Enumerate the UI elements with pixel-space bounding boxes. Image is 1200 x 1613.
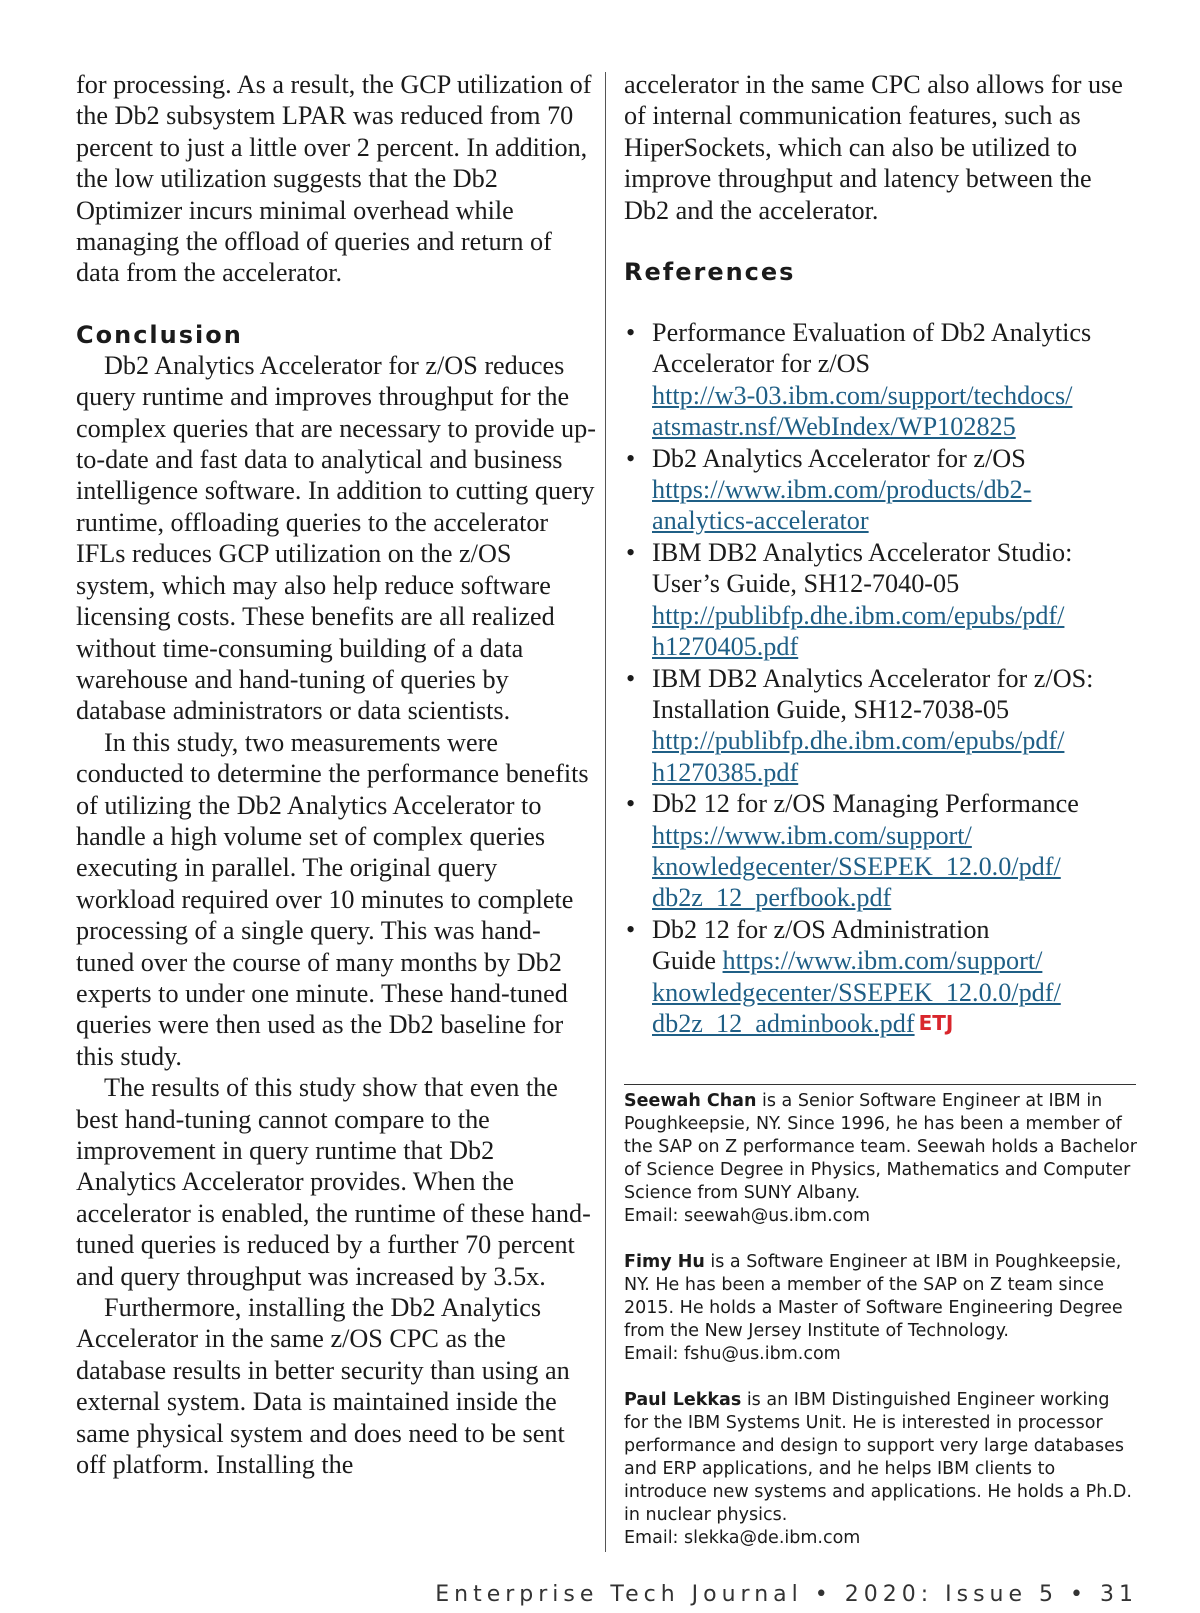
reference-title: IBM DB2 Analytics Accelerator for z/OS: Installation Guide, SH12-7038-05 (652, 663, 1094, 724)
conclusion-paragraph-4: Furthermore, installing the Db2 Analytics Accelerator in the same z/OS CPC as the database results in better security than using an external system. Data is maintained inside the same physical system and does need to be sent off platform. Installing the (76, 1293, 570, 1480)
reference-item (624, 537, 1134, 663)
intro-paragraph: for processing. As a result, the GCP utilization of the Db2 subsystem LPAR was reduced from 70 percent to just a little over 2 percent. In addition, the low utilization suggests that the Db2 Optimizer incurs minimal overhead while managing the offload of queries and return of data from the accelerator. (76, 70, 592, 288)
reference-link[interactable]: h1270405.pdf (652, 632, 799, 662)
references-list (624, 317, 1134, 1039)
bullet-icon: • (626, 789, 636, 819)
footer-separator: • (1070, 1582, 1088, 1607)
reference-item (624, 443, 1134, 537)
reference-link[interactable]: http://publibfp.dhe.ibm.com/epubs/pdf/ (652, 726, 1065, 756)
reference-link[interactable]: https://www.ibm.com/support/ (722, 946, 1043, 976)
reference-link[interactable]: knowledgecenter/SSEPEK_12.0.0/pdf/ (652, 851, 1061, 881)
reference-link[interactable]: db2z_12_perfbook.pdf (652, 883, 892, 913)
reference-link[interactable]: analytics-accelerator (652, 506, 869, 536)
bullet-icon: • (626, 537, 636, 567)
author-bio (624, 1251, 1139, 1366)
bullet-icon: • (626, 318, 636, 348)
left-column (76, 69, 596, 1480)
bullet-icon: • (626, 914, 636, 944)
reference-link[interactable]: h1270385.pdf (652, 757, 799, 787)
author-name: Paul Lekkas (624, 1390, 742, 1410)
etj-end-mark: ETJ (918, 1010, 954, 1035)
right-column (624, 69, 1134, 1039)
author-name: Seewah Chan (624, 1091, 757, 1111)
conclusion-paragraph-3: The results of this study show that even the best hand-tuning cannot compare to the improvement in query runtime that Db2 Analytics Accelerator provides. When the accelerator is enabled, the runtime of these hand-tuned queries is reduced by a further 70 percent and query throughput was increased by 3.5x. (76, 1073, 591, 1291)
reference-link[interactable]: http://publibfp.dhe.ibm.com/epubs/pdf/ (652, 600, 1065, 630)
page-footer (435, 1582, 1138, 1607)
reference-item (624, 788, 1134, 914)
reference-title: Performance Evaluation of Db2 Analytics Accelerator for z/OS (652, 318, 1092, 379)
reference-item (624, 317, 1134, 443)
bullet-icon: • (626, 443, 636, 473)
reference-item (624, 663, 1134, 789)
author-description: is a Software Engineer at IBM in Poughkeepsie, NY. He has been a member of the SAP on Z team since 2015. He holds a Master of Software Engineering Degree from the New Jersey Institute of Technology. (624, 1252, 1123, 1341)
bio-divider (624, 1084, 1136, 1085)
author-bios (624, 1090, 1139, 1573)
reference-link[interactable]: https://www.ibm.com/support/ (652, 820, 972, 850)
author-bio (624, 1090, 1139, 1228)
reference-link[interactable]: https://www.ibm.com/products/db2- (652, 475, 1032, 505)
reference-link[interactable]: http://w3-03.ibm.com/support/techdocs/ (652, 380, 1073, 410)
reference-title: IBM DB2 Analytics Accelerator Studio: User’s Guide, SH12-7040-05 (652, 537, 1073, 599)
continuation-paragraph: accelerator in the same CPC also allows for use of internal communication features, such as HiperSockets, which can also be utilized to improve throughput and latency between the Db2 and the accelerator. (624, 70, 1123, 225)
reference-title: Db2 Analytics Accelerator for z/OS (652, 443, 1026, 473)
page-number: 31 (1100, 1582, 1138, 1607)
journal-name: Enterprise Tech Journal (435, 1582, 803, 1607)
column-divider (605, 72, 606, 1552)
reference-title: Db2 12 for z/OS Managing Performance (652, 789, 1079, 819)
issue-label: 2020: Issue 5 (844, 1582, 1059, 1607)
author-email: Email: fshu@us.ibm.com (624, 1344, 841, 1364)
author-description: is an IBM Distinguished Engineer working for the IBM Systems Unit. He is interested in processor performance and design to support very large databases and ERP applications, and he helps IBM clients to introduce new systems and applications. He holds a Ph.D. in nuclear physics. (624, 1390, 1132, 1525)
footer-separator: • (814, 1582, 833, 1607)
reference-link[interactable]: db2z_12_adminbook.pdf (652, 1008, 915, 1038)
author-name: Fimy Hu (624, 1252, 705, 1272)
author-bio (624, 1389, 1139, 1550)
conclusion-paragraph-1: Db2 Analytics Accelerator for z/OS reduces query runtime and improves throughput for the complex queries that are necessary to provide up-to-date and fast data to analytical and business intelligence software. In addition to cutting query runtime, offloading queries to the accelerator IFLs reduces GCP utilization on the z/OS system, which may also help reduce software licensing costs. These benefits are all realized without time-consuming building of a data warehouse and hand-tuning of queries by database administrators or data scientists. (76, 350, 596, 726)
author-email: Email: slekka@de.ibm.com (624, 1528, 861, 1548)
reference-item (624, 914, 1134, 1040)
references-heading: References (624, 258, 796, 287)
reference-title: Db2 12 for z/OS Administration (652, 914, 990, 944)
conclusion-paragraph-2: In this study, two measurements were conducted to determine the performance benefits of utilizing the Db2 Analytics Accelerator to handle a high volume set of complex queries executing in parallel. The original query workload required over 10 minutes to complete processing of a single query. This was hand-tuned over the course of many months by Db2 experts to under one minute. These hand-tuned queries were then used as the Db2 baseline for this study. (76, 727, 589, 1071)
author-email: Email: seewah@us.ibm.com (624, 1206, 871, 1226)
author-description: is a Senior Software Engineer at IBM in Poughkeepsie, NY. Since 1996, he has been a member of the SAP on Z performance team. Seewah holds a Bachelor of Science Degree in Physics, Mathematics and Computer Science from SUNY Albany. (624, 1091, 1137, 1203)
reference-link[interactable]: atsmastr.nsf/WebIndex/WP102825 (652, 412, 1016, 442)
reference-link[interactable]: knowledgecenter/SSEPEK_12.0.0/pdf/ (652, 977, 1061, 1007)
reference-title-cont: Guide (652, 946, 716, 976)
bullet-icon: • (626, 663, 636, 693)
conclusion-heading: Conclusion (76, 320, 243, 349)
